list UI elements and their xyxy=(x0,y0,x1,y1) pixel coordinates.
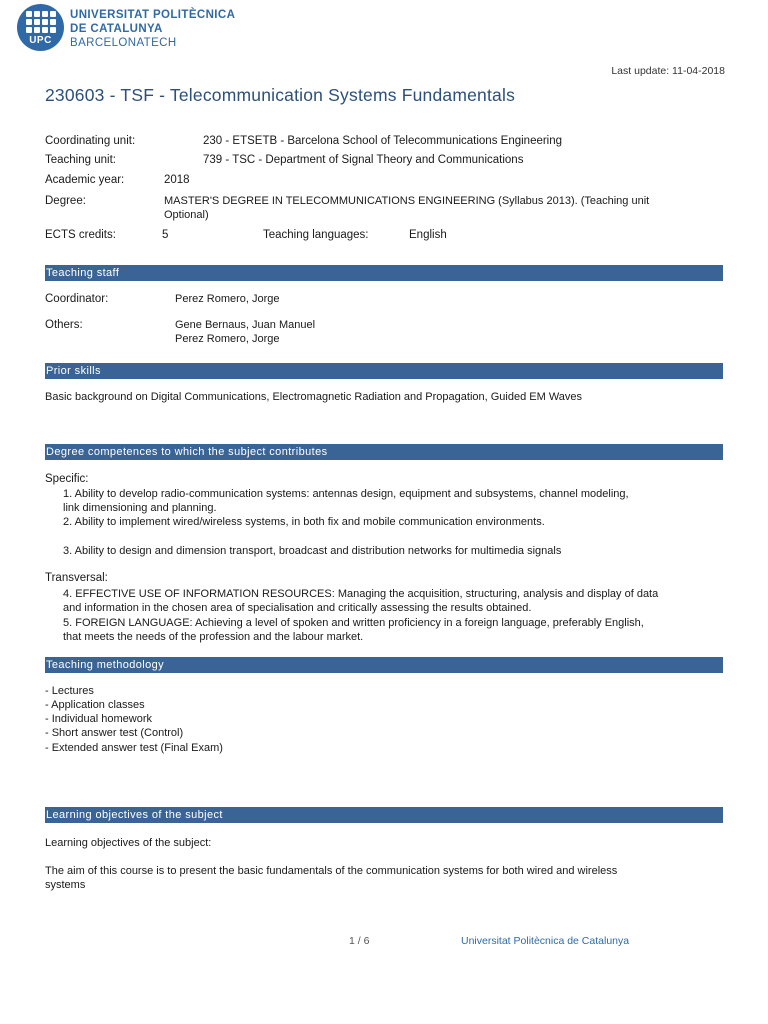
logo-line-3: BARCELONATECH xyxy=(70,37,177,49)
section-heading-methodology: Teaching methodology xyxy=(45,657,723,673)
competence-transversal-4a: 4. EFFECTIVE USE OF INFORMATION RESOURCES: Managing the acquisition, structuring, analysis and display of data xyxy=(63,588,659,600)
others-value-1: Gene Bernaus, Juan Manuel xyxy=(175,319,316,331)
academic-year-label: Academic year: xyxy=(45,174,125,186)
coordinator-value: Perez Romero, Jorge xyxy=(175,293,280,305)
competence-specific-1a: 1. Ability to develop radio-communication systems: antennas design, equipment and subsystems, channel modeling, xyxy=(63,488,629,500)
specific-label: Specific: xyxy=(45,473,89,485)
competence-specific-3: 3. Ability to design and dimension transport, broadcast and distribution networks for multimedia signals xyxy=(63,545,562,557)
methodology-item: - Extended answer test (Final Exam) xyxy=(45,742,223,754)
degree-value-line1: MASTER'S DEGREE IN TELECOMMUNICATIONS ENGINEERING (Syllabus 2013). (Teaching unit xyxy=(164,195,650,207)
prior-skills-text: Basic background on Digital Communications, Electromagnetic Radiation and Propagation, Guided EM Waves xyxy=(45,391,583,403)
footer-university: Universitat Politècnica de Catalunya xyxy=(461,935,630,947)
section-heading-prior-skills: Prior skills xyxy=(45,363,723,379)
teaching-languages-label: Teaching languages: xyxy=(263,229,369,241)
section-heading-objectives: Learning objectives of the subject xyxy=(45,807,723,823)
competence-specific-2: 2. Ability to implement wired/wireless systems, in both fix and mobile communication environments. xyxy=(63,516,545,528)
competence-specific-1b: link dimensioning and planning. xyxy=(63,502,217,514)
section-heading-teaching-staff: Teaching staff xyxy=(45,265,723,281)
section-heading-competences: Degree competences to which the subject contributes xyxy=(45,444,723,460)
objectives-intro: Learning objectives of the subject: xyxy=(45,837,212,849)
teaching-languages-value: English xyxy=(409,229,447,241)
ects-credits-value: 5 xyxy=(162,229,169,241)
competence-transversal-5b: that meets the needs of the profession and the labour market. xyxy=(63,631,364,643)
page-number: 1 / 6 xyxy=(349,935,370,947)
academic-year-value: 2018 xyxy=(164,174,190,186)
logo-wordmark xyxy=(70,8,235,50)
teaching-unit-label: Teaching unit: xyxy=(45,154,116,166)
degree-value-line2: Optional) xyxy=(164,209,209,221)
others-label: Others: xyxy=(45,319,83,331)
logo-line-2: DE CATALUNYA xyxy=(70,23,163,35)
methodology-item: - Individual homework xyxy=(45,713,152,725)
degree-label: Degree: xyxy=(45,195,86,207)
last-update: Last update: 11-04-2018 xyxy=(611,65,725,77)
coordinating-unit-value: 230 - ETSETB - Barcelona School of Telecommunications Engineering xyxy=(203,135,563,147)
teaching-unit-value: 739 - TSC - Department of Signal Theory and Communications xyxy=(203,154,524,166)
competence-transversal-4b: and information in the chosen area of specialisation and critically assessing the results obtained. xyxy=(63,602,532,614)
transversal-label: Transversal: xyxy=(45,572,108,584)
others-value-2: Perez Romero, Jorge xyxy=(175,333,280,345)
ects-credits-label: ECTS credits: xyxy=(45,229,116,241)
logo-line-1: UNIVERSITAT POLITÈCNICA xyxy=(70,9,236,21)
methodology-item: - Short answer test (Control) xyxy=(45,727,184,739)
logo-mark-text: UPC xyxy=(29,35,52,46)
objectives-aim-line2: systems xyxy=(45,879,86,891)
methodology-item: - Lectures xyxy=(45,685,94,697)
university-logo xyxy=(17,4,257,52)
upc-logo-icon xyxy=(17,4,64,51)
coordinator-label: Coordinator: xyxy=(45,293,109,305)
competence-transversal-5a: 5. FOREIGN LANGUAGE: Achieving a level of spoken and written proficiency in a foreign language, preferably English, xyxy=(63,617,644,629)
objectives-aim-line1: The aim of this course is to present the basic fundamentals of the communication systems for both wired and wireless xyxy=(45,865,618,877)
methodology-item: - Application classes xyxy=(45,699,145,711)
page-title: 230603 - TSF - Telecommunication Systems Fundamentals xyxy=(45,85,516,105)
coordinating-unit-label: Coordinating unit: xyxy=(45,135,136,147)
